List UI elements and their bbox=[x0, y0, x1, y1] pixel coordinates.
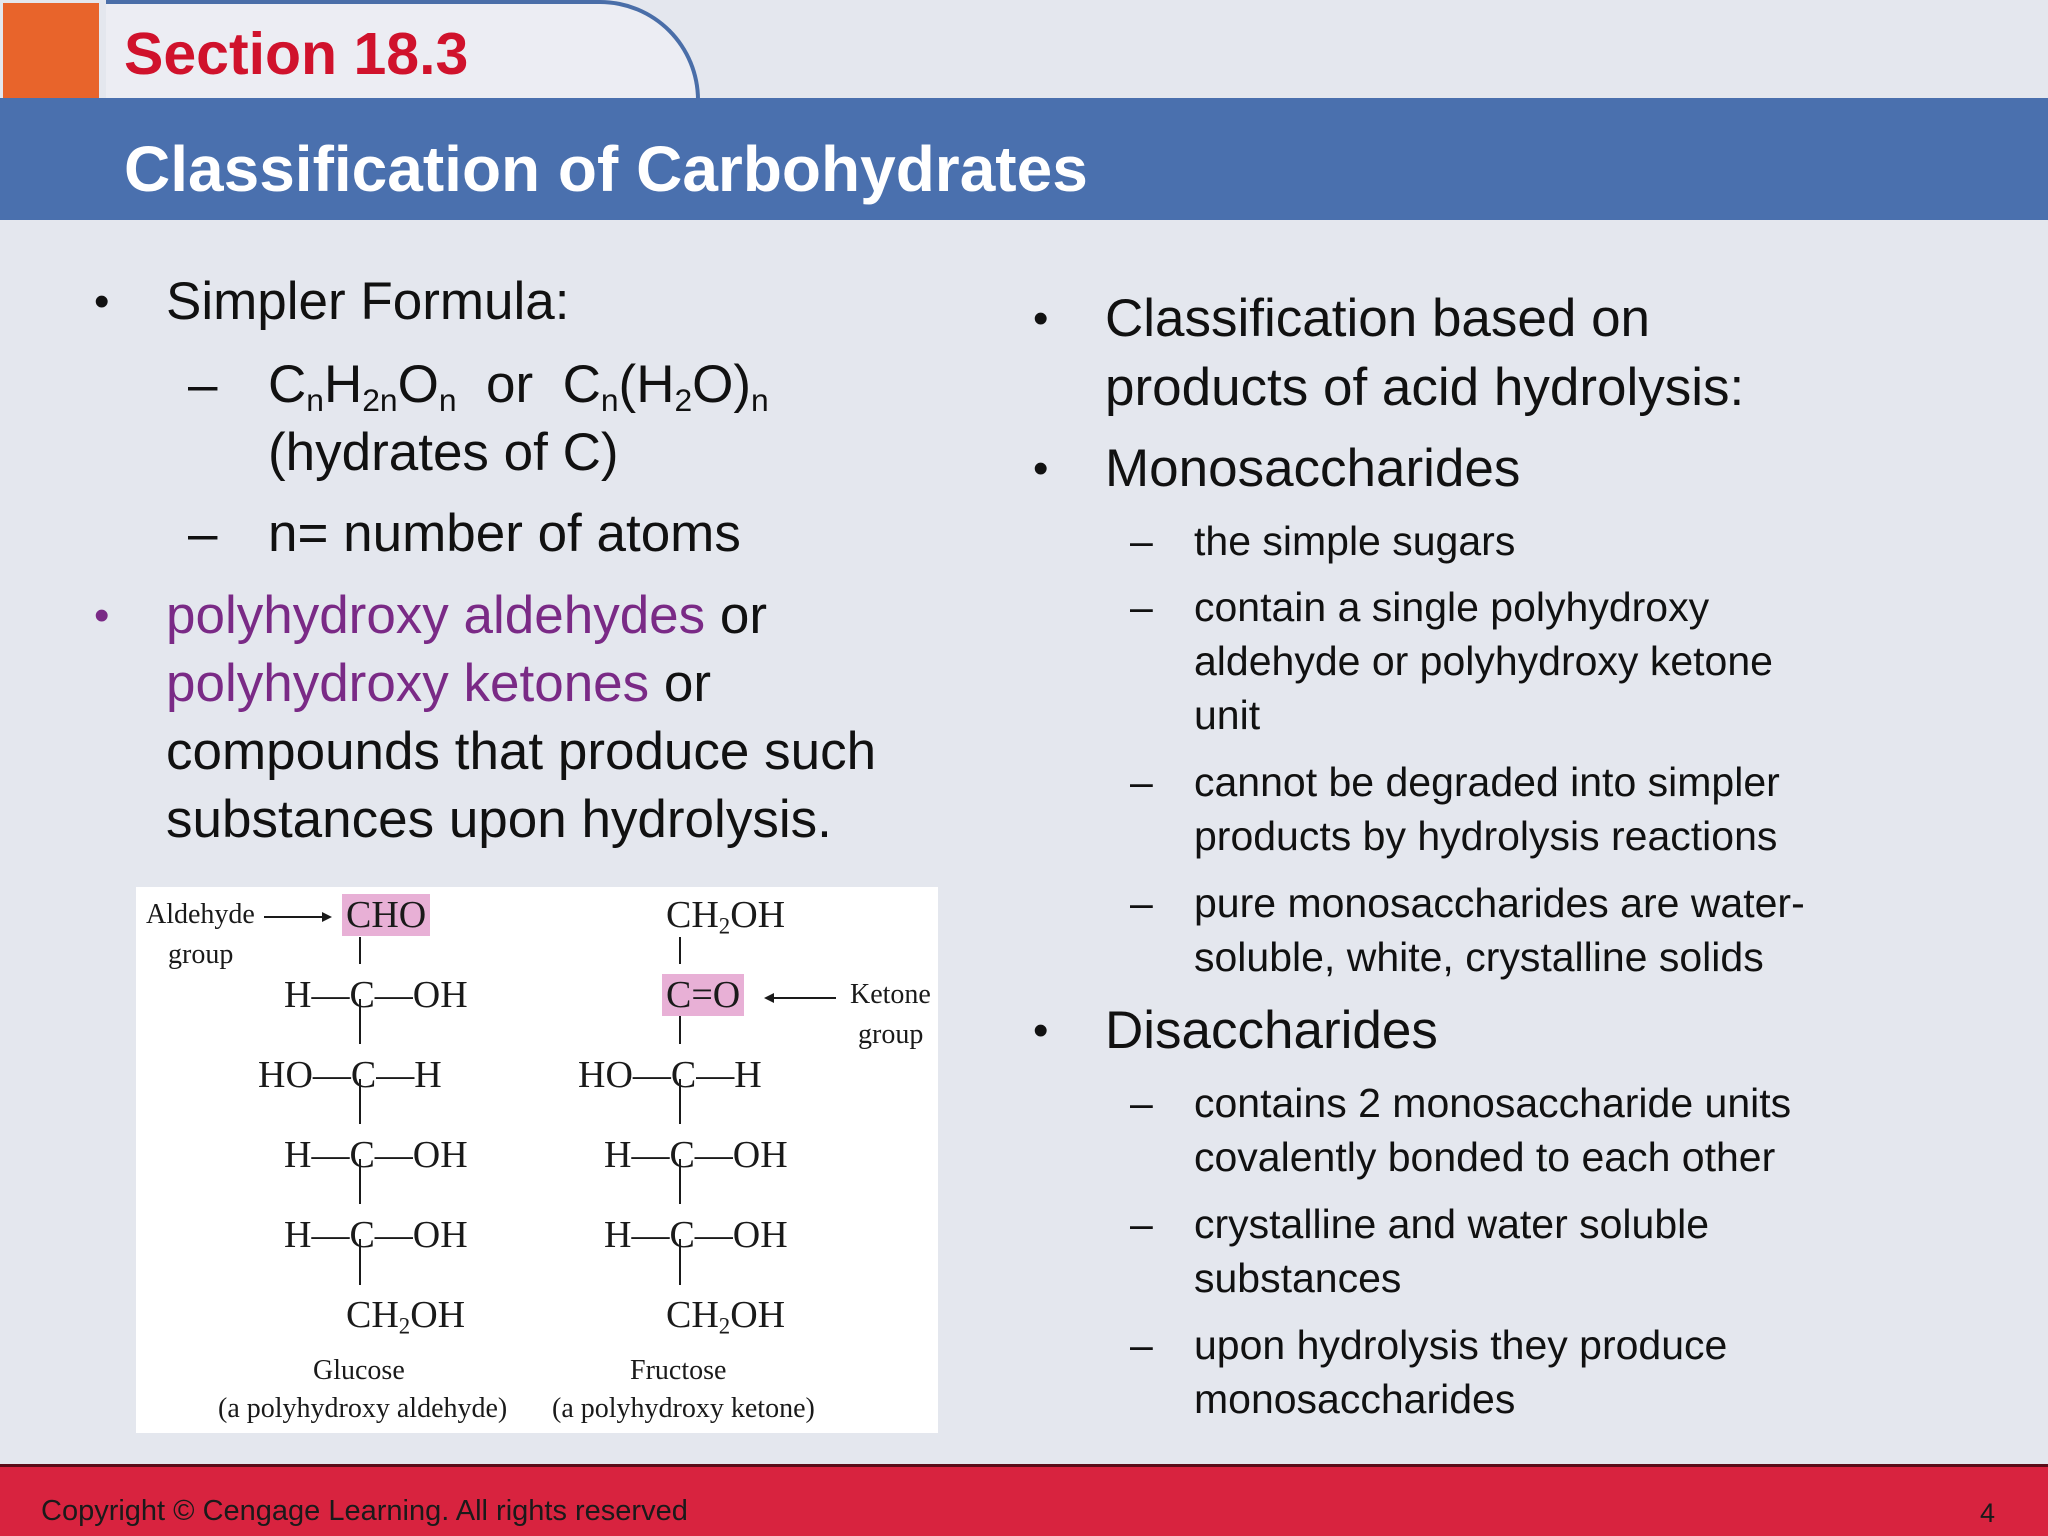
sub-formula bbox=[188, 351, 769, 487]
sub-number-of-atoms-text: n= number of atoms bbox=[268, 504, 741, 563]
fructose-c3: HO—C—H bbox=[578, 1054, 762, 1096]
mono-item-line: soluble, white, crystalline solids bbox=[1194, 934, 1764, 980]
monosaccharides-title: Monosaccharides bbox=[1105, 439, 1521, 498]
bullet-simpler-formula-text: Simpler Formula: bbox=[166, 272, 570, 331]
glucose-cho bbox=[342, 893, 430, 937]
mono-item-line: pure monosaccharides are water- bbox=[1194, 880, 1805, 926]
page-number: 4 bbox=[1980, 1498, 1996, 1528]
aldehyde-highlight: CHO bbox=[342, 894, 430, 936]
mono-item bbox=[1130, 755, 1780, 863]
mono-item-line: the simple sugars bbox=[1194, 518, 1516, 564]
glucose-caption: Glucose bbox=[313, 1355, 405, 1386]
copyright-text: Copyright © Cengage Learning. All rights reserved bbox=[41, 1495, 688, 1527]
aldehyde-label: Aldehyde bbox=[146, 899, 255, 930]
slide-title: Classification of Carbohydrates bbox=[124, 133, 1088, 205]
mono-item bbox=[1130, 580, 1773, 742]
dash: – bbox=[188, 504, 218, 563]
glucose-c3: HO—C—H bbox=[258, 1054, 442, 1096]
bullet-dot: • bbox=[94, 277, 110, 326]
di-item-line: upon hydrolysis they produce bbox=[1194, 1322, 1728, 1368]
orange-accent-block bbox=[3, 3, 99, 98]
glucose-c5: H—C—OH bbox=[284, 1214, 468, 1256]
dash: – bbox=[1130, 880, 1153, 926]
polyhydroxy-line-2 bbox=[166, 650, 876, 718]
mono-item-line: contain a single polyhydroxy bbox=[1194, 584, 1710, 630]
mono-item-line: products by hydrolysis reactions bbox=[1194, 813, 1778, 859]
bullet-dot: • bbox=[1033, 444, 1049, 493]
dash: – bbox=[1130, 1080, 1153, 1126]
bullet-simpler-formula bbox=[94, 268, 570, 336]
polyhydroxy-aldehydes-text: polyhydroxy aldehydes bbox=[166, 586, 706, 645]
di-item-line: contains 2 monosaccharide units bbox=[1194, 1080, 1792, 1126]
dash: – bbox=[1130, 759, 1153, 805]
di-item bbox=[1130, 1076, 1792, 1184]
fructose-c5: H—C—OH bbox=[604, 1214, 788, 1256]
fructose-subcaption: (a polyhydroxy ketone) bbox=[552, 1393, 815, 1424]
mono-item-line: cannot be degraded into simpler bbox=[1194, 759, 1780, 805]
aldehyde-group-label: group bbox=[168, 939, 234, 970]
ketone-highlight: C=O bbox=[662, 974, 744, 1016]
mono-item bbox=[1130, 514, 1516, 568]
section-label: Section 18.3 bbox=[124, 21, 469, 87]
fructose-caption: Fructose bbox=[630, 1355, 727, 1386]
ketone-group-label: group bbox=[858, 1019, 924, 1050]
or-text: or bbox=[705, 586, 768, 645]
bullet-monosaccharides bbox=[1033, 434, 1521, 503]
dash: – bbox=[1130, 584, 1153, 630]
bullet-disaccharides bbox=[1033, 996, 1438, 1065]
dash: – bbox=[1130, 1201, 1153, 1247]
sub-number-of-atoms bbox=[188, 500, 741, 568]
fructose-c2 bbox=[662, 973, 744, 1017]
dash: – bbox=[1130, 1322, 1153, 1368]
glucose-subcaption: (a polyhydroxy aldehyde) bbox=[218, 1393, 508, 1424]
dash: – bbox=[1130, 518, 1153, 564]
classification-line-1: Classification based on bbox=[1105, 289, 1651, 348]
formula-note: (hydrates of C) bbox=[268, 423, 619, 482]
bullet-polyhydroxy bbox=[94, 582, 877, 854]
mono-item-line: aldehyde or polyhydroxy ketone bbox=[1194, 638, 1773, 684]
bullet-classification bbox=[1033, 284, 1745, 422]
glucose-c2: H—C—OH bbox=[284, 974, 468, 1016]
structure-bonds bbox=[136, 887, 938, 1433]
di-item-line: monosaccharides bbox=[1194, 1376, 1516, 1422]
di-item bbox=[1130, 1318, 1728, 1426]
or-text: or bbox=[649, 654, 712, 713]
bullet-dot: • bbox=[94, 591, 110, 640]
glucose-c4: H—C—OH bbox=[284, 1134, 468, 1176]
formula-line: $C_nH_{2n}O_n$ or $C_n(H_2O)_n$ bbox=[268, 355, 769, 418]
polyhydroxy-line-3: compounds that produce such bbox=[166, 722, 877, 781]
classification-line-2: products of acid hydrolysis: bbox=[1105, 358, 1745, 417]
polyhydroxy-line-4: substances upon hydrolysis. bbox=[166, 790, 832, 849]
di-item bbox=[1130, 1197, 1710, 1305]
polyhydroxy-ketones-text: polyhydroxy ketones bbox=[166, 654, 650, 713]
glucose-c6: $CH_2OH$ bbox=[346, 1294, 466, 1339]
fructose-c1: $CH_2OH$ bbox=[666, 894, 786, 939]
bullet-dot: • bbox=[1033, 294, 1049, 343]
fructose-c4: H—C—OH bbox=[604, 1134, 788, 1176]
polyhydroxy-line-1 bbox=[166, 582, 876, 650]
dash: – bbox=[188, 355, 218, 414]
fructose-c6: $CH_2OH$ bbox=[666, 1294, 786, 1339]
disaccharides-title: Disaccharides bbox=[1105, 1001, 1438, 1060]
mono-item bbox=[1130, 876, 1805, 984]
bullet-dot: • bbox=[1033, 1006, 1049, 1055]
di-item-line: substances bbox=[1194, 1255, 1402, 1301]
di-item-line: crystalline and water soluble bbox=[1194, 1201, 1710, 1247]
di-item-line: covalently bonded to each other bbox=[1194, 1134, 1776, 1180]
ketone-label: Ketone bbox=[850, 979, 931, 1010]
carbohydrate-structures-figure bbox=[136, 887, 938, 1433]
mono-item-line: unit bbox=[1194, 692, 1261, 738]
